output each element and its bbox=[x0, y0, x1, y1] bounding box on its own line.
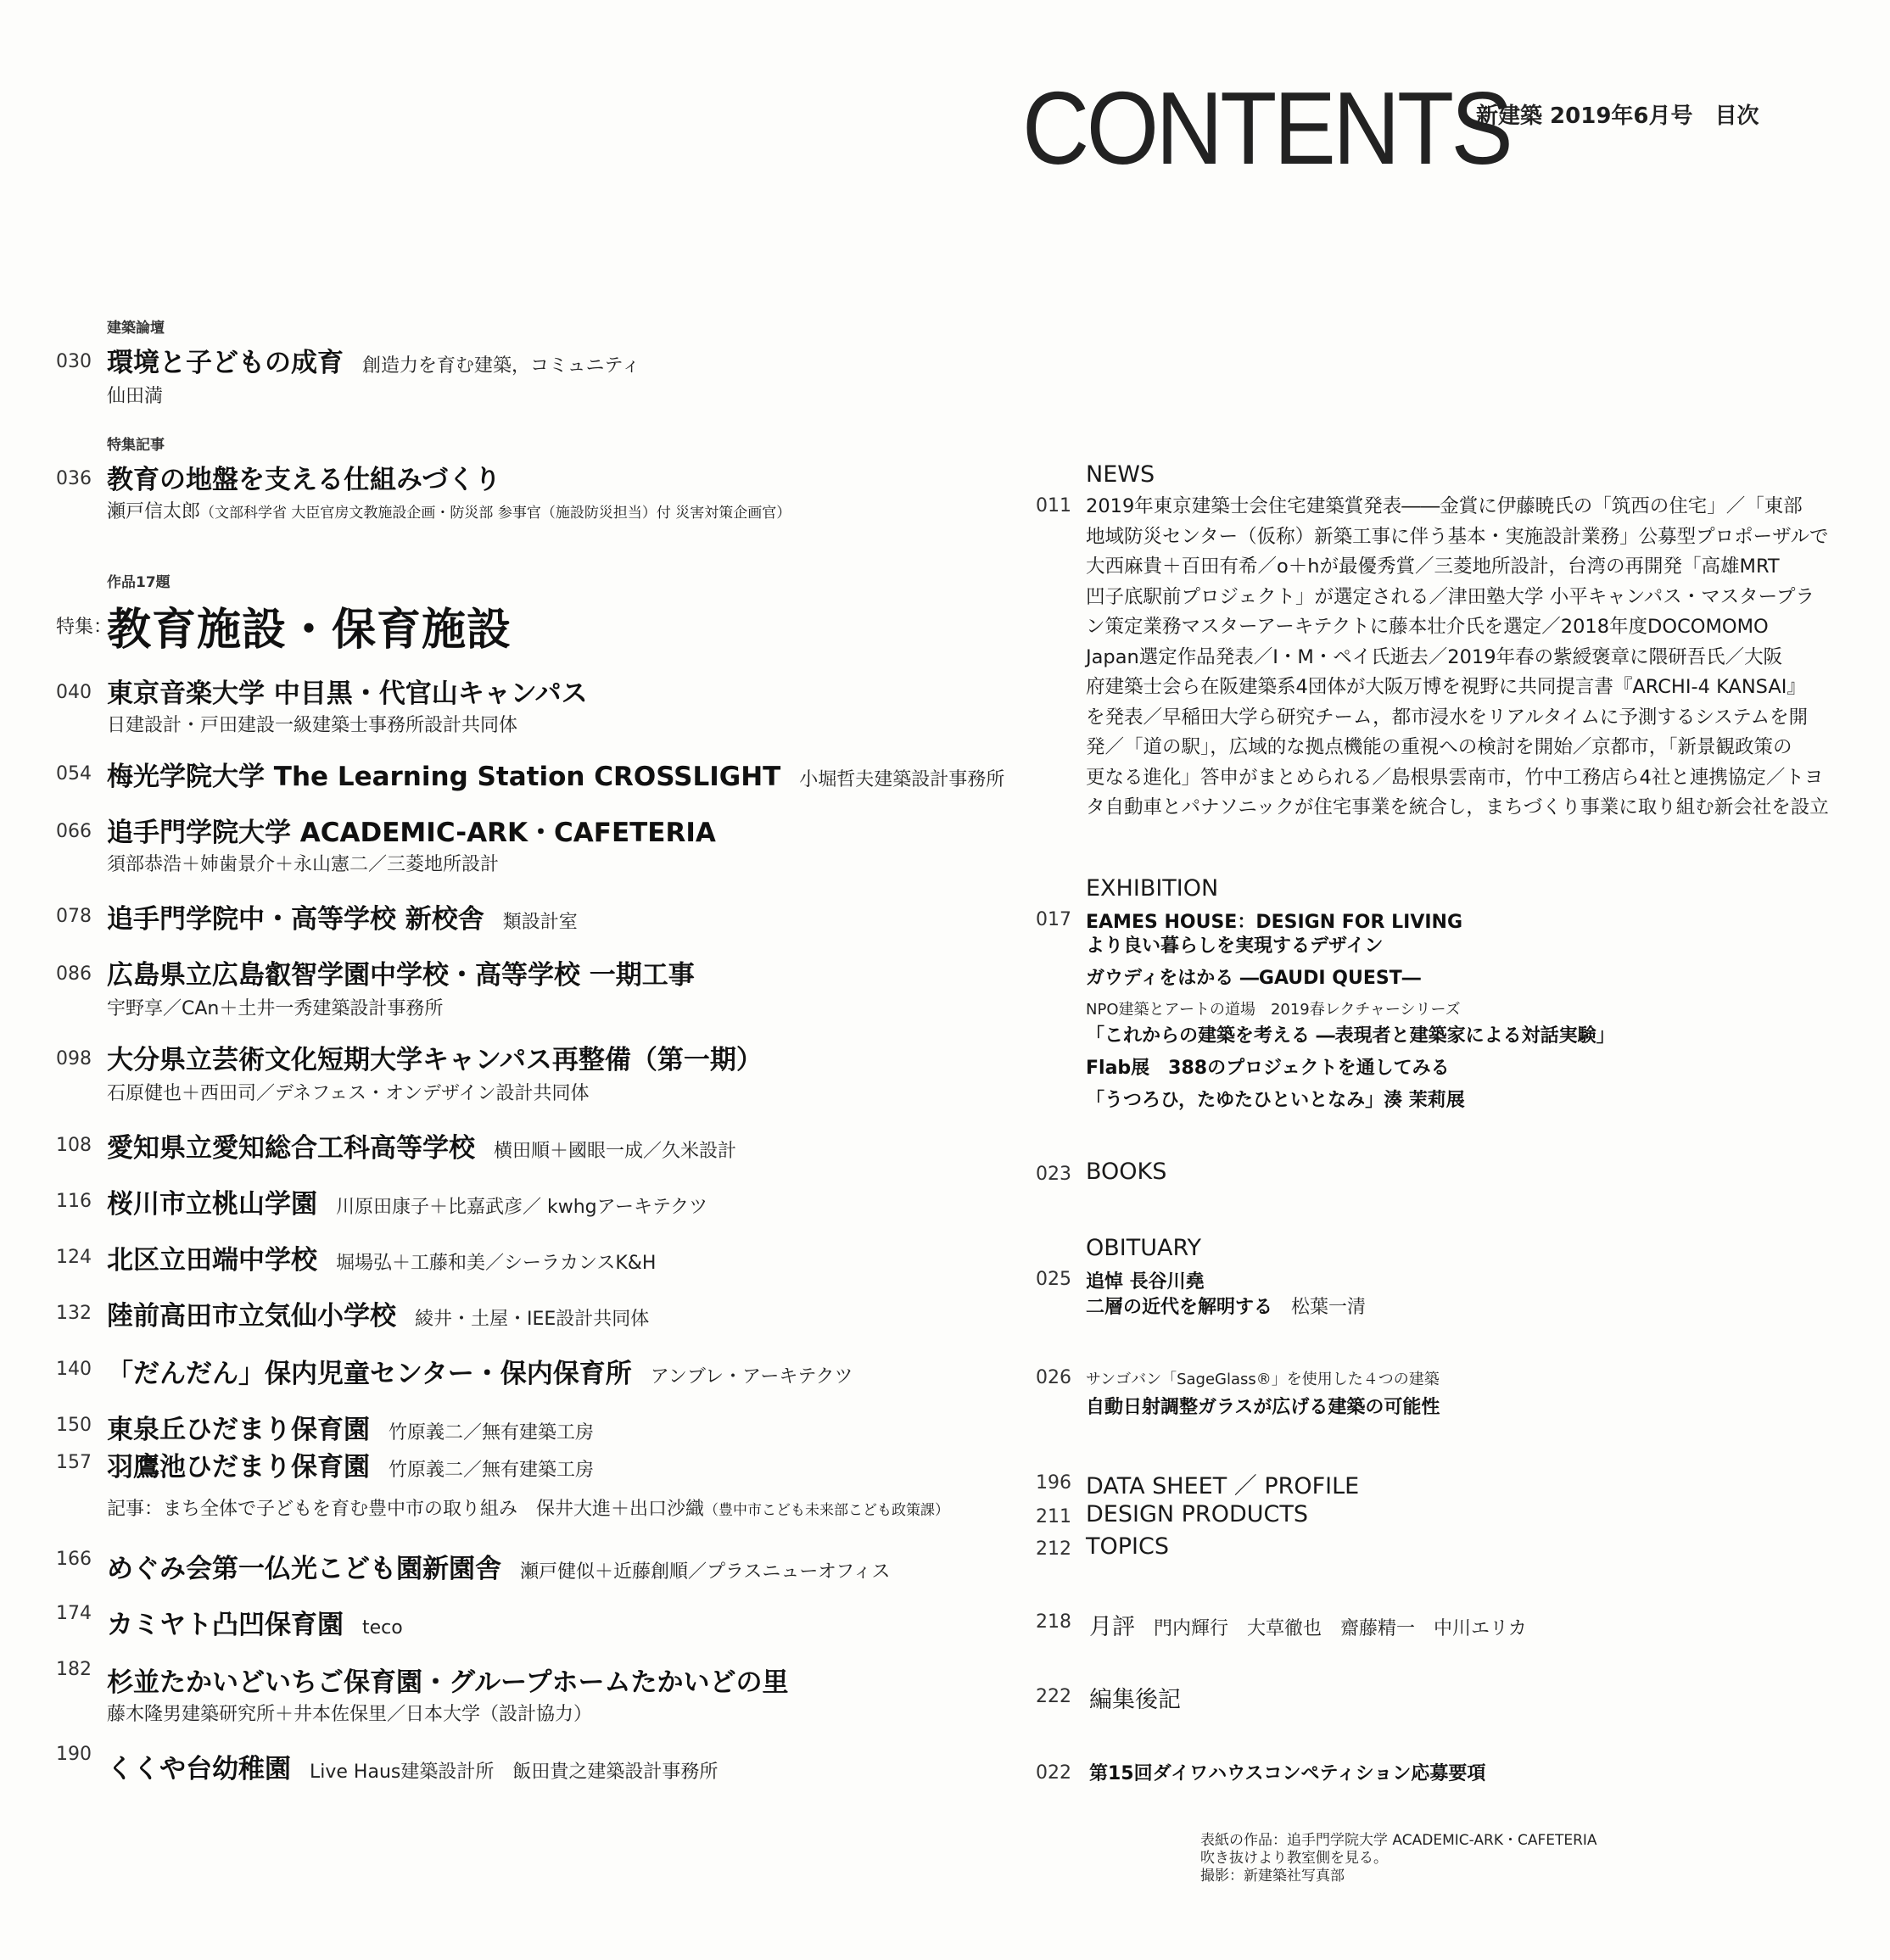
competition-page-number: 022 bbox=[1036, 1762, 1071, 1784]
work-page-number: 124 bbox=[56, 1247, 92, 1268]
work-architect: 堀場弘＋工藤和美／シーラカンスK&H bbox=[336, 1253, 657, 1274]
news-body[interactable] bbox=[1086, 492, 1829, 824]
kiji-entry[interactable] bbox=[107, 1494, 949, 1521]
work-title[interactable]: 東京音楽大学 中目黒・代官山キャンパス bbox=[107, 678, 588, 709]
work-title[interactable]: 大分県立芸術文化短期大学キャンパス再整備（第一期） bbox=[107, 1045, 763, 1075]
issue-label: 新建築 2019年6月号 目次 bbox=[1476, 103, 1759, 129]
exhibition-item[interactable]: 「これからの建築を考える ―表現者と建築家による対話実験」 bbox=[1086, 1025, 1615, 1047]
kiji-author: 保井大進＋出口沙織 bbox=[536, 1499, 705, 1520]
exhibition-page-number: 017 bbox=[1036, 909, 1071, 930]
work-page-number: 040 bbox=[56, 682, 92, 703]
work-title: 東泉丘ひだまり保育園 bbox=[107, 1415, 370, 1445]
ronbun-category: 建築論壇 bbox=[107, 320, 165, 337]
feature-category: 作品17題 bbox=[107, 574, 171, 591]
news-line: 地域防災センター（仮称）新築工事に伴う基本・実施設計業務」公募型プロポーザルで bbox=[1086, 525, 1829, 548]
work-page-number: 157 bbox=[56, 1452, 92, 1473]
news-line: 発／「道の駅」，広域的な拠点機能の重視への検討を開始／京都市，「新景観政策の bbox=[1086, 736, 1792, 758]
work-page-number: 150 bbox=[56, 1415, 92, 1436]
data-sheet-link[interactable]: DATA SHEET ／ PROFILE bbox=[1086, 1473, 1360, 1499]
work-page-number: 140 bbox=[56, 1359, 92, 1380]
page-title: CONTENTS bbox=[1022, 70, 1511, 186]
news-line: を発表／早稲田大学ら研究チーム，都市浸水をリアルタイムに予測するシステムを開 bbox=[1086, 706, 1809, 729]
work-page-number: 166 bbox=[56, 1549, 92, 1570]
topics-link[interactable]: TOPICS bbox=[1086, 1533, 1169, 1560]
work-architect: teco bbox=[362, 1617, 403, 1639]
competition-link[interactable]: 第15回ダイワハウスコンペティション応募要項 bbox=[1089, 1763, 1486, 1784]
tokushu-kiji-author: 瀬戸信太郎 bbox=[107, 501, 201, 522]
work-architect: 須部恭浩＋姉歯景介＋永山憲二／三菱地所設計 bbox=[107, 854, 500, 875]
news-line: 更なる進化」答申がまとめられる／島根県雲南市，竹中工務店ら4社と連携協定／トヨ bbox=[1086, 766, 1824, 789]
cover-caption bbox=[1200, 1832, 1597, 1885]
sageglass-page-number: 026 bbox=[1036, 1367, 1071, 1388]
tokushu-kiji-page-number: 036 bbox=[56, 468, 92, 489]
obituary-subtitle-line bbox=[1086, 1293, 1366, 1319]
work-page-number: 078 bbox=[56, 906, 92, 927]
review-page-number: 218 bbox=[1036, 1611, 1071, 1633]
news-line: 府建築士会ら在阪建築系4団体が大阪万博を視野に共同提言書『ARCHI-4 KANSAI』 bbox=[1086, 676, 1806, 698]
news-heading: NEWS bbox=[1086, 461, 1155, 488]
work-title: めぐみ会第一仏光こども園新園舎 bbox=[107, 1554, 501, 1584]
work-architect: 竹原義二／無有建築工房 bbox=[389, 1422, 595, 1443]
obituary-page-number: 025 bbox=[1036, 1269, 1071, 1290]
work-title: 北区立田端中学校 bbox=[107, 1245, 317, 1276]
work-architect: 日建設計・戸田建設一級建築士事務所設計共同体 bbox=[107, 715, 518, 736]
work-architect: Live Haus建築設計所 飯田貴之建築設計事務所 bbox=[310, 1762, 719, 1783]
design-products-link[interactable]: DESIGN PRODUCTS bbox=[1086, 1501, 1308, 1527]
work-architect: 小堀哲夫建築設計事務所 bbox=[799, 769, 1005, 790]
postscript-page-number: 222 bbox=[1036, 1686, 1071, 1707]
exhibition-item[interactable]: Flab展 388のプロジェクトを通してみる bbox=[1086, 1058, 1450, 1079]
work-architect: アンブレ・アーキテクツ bbox=[650, 1366, 853, 1388]
work-title: 梅光学院大学 The Learning Station CROSSLIGHT bbox=[107, 762, 781, 792]
work-architect: 瀬戸健似＋近藤創順／プラスニューオフィス bbox=[520, 1561, 891, 1583]
work-title: 「だんだん」保内児童センター・保内保育所 bbox=[107, 1359, 632, 1389]
obituary-heading: OBITUARY bbox=[1086, 1235, 1201, 1261]
work-page-number: 182 bbox=[56, 1659, 92, 1680]
work-entry[interactable] bbox=[107, 1352, 853, 1390]
work-title: 愛知県立愛知総合工科高等学校 bbox=[107, 1133, 475, 1164]
work-entry[interactable] bbox=[107, 1547, 890, 1585]
work-page-number: 108 bbox=[56, 1135, 92, 1156]
work-entry[interactable] bbox=[107, 1603, 403, 1641]
review-names: 門内輝行 大草徹也 齋藤精一 中川エリカ bbox=[1154, 1618, 1527, 1639]
kiji-label: 記事：まち全体で子どもを育む豊中市の取り組み bbox=[107, 1499, 518, 1520]
news-line: 凹子底駅前プロジェクト」が選定される／津田塾大学 小平キャンパス・マスタープラ bbox=[1086, 585, 1815, 608]
news-line: ン策定業務マスターアーキテクトに藤本壮介氏を選定／2018年度DOCOMOMO bbox=[1086, 616, 1769, 638]
review-entry[interactable] bbox=[1089, 1608, 1527, 1641]
exhibition-item[interactable]: ガウディをはかる ―GAUDI QUEST― bbox=[1086, 968, 1421, 989]
topics-page-number: 212 bbox=[1036, 1538, 1071, 1560]
tokushu-kiji-title[interactable]: 教育の地盤を支える仕組みづくり bbox=[107, 465, 501, 495]
work-architect: 類設計室 bbox=[502, 912, 578, 933]
work-entry[interactable] bbox=[107, 755, 1004, 793]
work-page-number: 116 bbox=[56, 1191, 92, 1212]
work-page-number: 190 bbox=[56, 1744, 92, 1765]
work-architect: 綾井・土屋・IEE設計共同体 bbox=[415, 1309, 650, 1330]
exhibition-item[interactable]: 「うつろひ，たゆたひといとなみ」湊 茉莉展 bbox=[1086, 1090, 1465, 1111]
caption-line: 撮影：新建築社写真部 bbox=[1200, 1868, 1345, 1885]
exhibition-heading: EXHIBITION bbox=[1086, 875, 1219, 902]
work-architect: 竹原義二／無有建築工房 bbox=[389, 1460, 595, 1481]
work-architect: 石原健也＋西田司／デネフェス・オンデザイン設計共同体 bbox=[107, 1083, 590, 1104]
work-entry[interactable] bbox=[107, 1126, 736, 1164]
caption-line: 吹き抜けより教室側を見る。 bbox=[1200, 1850, 1388, 1867]
ronbun-author: 仙田満 bbox=[107, 386, 164, 407]
sageglass-kicker: サンゴバン「SageGlass®」を使用した４つの建築 bbox=[1086, 1371, 1440, 1388]
ronbun-page-number: 030 bbox=[56, 351, 92, 372]
work-title[interactable]: 広島県立広島叡智学園中学校・高等学校 一期工事 bbox=[107, 960, 695, 991]
work-entry[interactable] bbox=[107, 1182, 707, 1220]
work-architect: 宇野享／CAn＋土井一秀建築設計事務所 bbox=[107, 998, 444, 1019]
feature-title: 教育施設・保育施設 bbox=[107, 605, 512, 656]
news-line: Japan選定作品発表／I・M・ペイ氏逝去／2019年春の紫綬褒章に隈研吾氏／大阪 bbox=[1086, 645, 1783, 668]
data-sheet-page-number: 196 bbox=[1036, 1472, 1071, 1494]
work-page-number: 132 bbox=[56, 1303, 92, 1324]
postscript-link[interactable]: 編集後記 bbox=[1089, 1687, 1181, 1713]
tokushu-kiji-author-role: （文部科学省 大臣官房文教施設企画・防災部 参事官（施設防災担当）付 災害対策企画官） bbox=[200, 505, 791, 522]
ronbun-entry[interactable] bbox=[107, 341, 640, 379]
work-page-number: 066 bbox=[56, 821, 92, 842]
work-architect: 横田順＋國眼一成／久米設計 bbox=[494, 1141, 737, 1162]
exhibition-item: NPO建築とアートの道場 2019春レクチャーシリーズ bbox=[1086, 1001, 1461, 1019]
work-page-number: 098 bbox=[56, 1048, 92, 1069]
work-architect: 藤木隆男建築研究所＋井本佐保里／日本大学（設計協力） bbox=[107, 1704, 593, 1725]
work-entry[interactable] bbox=[107, 1445, 594, 1483]
work-entry[interactable] bbox=[107, 897, 578, 935]
exhibition-item: より良い暮らしを実現するデザイン bbox=[1086, 935, 1384, 957]
work-title[interactable]: 追手門学院大学 ACADEMIC-ARK・CAFETERIA bbox=[107, 818, 716, 848]
work-title: 追手門学院中・高等学校 新校舎 bbox=[107, 904, 484, 935]
work-page-number: 086 bbox=[56, 963, 92, 985]
work-title: カミヤト凸凹保育園 bbox=[107, 1610, 344, 1640]
work-title[interactable]: 杉並たかいどいちご保育園・グループホームたかいどの里 bbox=[107, 1667, 789, 1698]
work-title: 羽鷹池ひだまり保育園 bbox=[107, 1452, 370, 1483]
design-products-page-number: 211 bbox=[1036, 1506, 1071, 1527]
work-page-number: 174 bbox=[56, 1603, 92, 1624]
tokushu-kiji-author-line bbox=[107, 497, 791, 523]
news-line: タ自動車とパナソニックが住宅事業を統合し，まちづくり事業に取り組む新会社を設立 bbox=[1086, 796, 1829, 818]
sageglass-title[interactable]: 自動日射調整ガラスが広げる建築の可能性 bbox=[1086, 1397, 1440, 1418]
work-title: 陸前高田市立気仙小学校 bbox=[107, 1301, 396, 1332]
work-entry[interactable] bbox=[107, 1747, 718, 1785]
review-label: 月評 bbox=[1089, 1614, 1135, 1640]
tokushu-kiji-category: 特集記事 bbox=[107, 437, 165, 454]
work-architect: 川原田康子＋比嘉武彦／ kwhgアーキテクツ bbox=[336, 1197, 708, 1218]
kiji-author-org: （豊中市こども未来部こども政策課） bbox=[704, 1502, 950, 1519]
work-entry[interactable] bbox=[107, 1408, 594, 1446]
work-entry[interactable] bbox=[107, 1238, 656, 1276]
obituary-author: 松葉一清 bbox=[1291, 1297, 1367, 1318]
work-title: くくや台幼稚園 bbox=[107, 1754, 291, 1784]
exhibition-item[interactable]: EAMES HOUSE：DESIGN FOR LIVING bbox=[1086, 912, 1462, 933]
news-line: 大西麻貴＋百田有希／o＋hが最優秀賞／三菱地所設計，台湾の再開発「高雄MRT bbox=[1086, 556, 1780, 578]
books-heading[interactable]: BOOKS bbox=[1086, 1159, 1167, 1185]
obituary-title[interactable]: 追悼 長谷川堯 bbox=[1086, 1271, 1205, 1293]
work-title: 桜川市立桃山学園 bbox=[107, 1189, 317, 1220]
ronbun-title: 環境と子どもの成育 bbox=[107, 348, 344, 378]
work-entry[interactable] bbox=[107, 1294, 649, 1332]
ronbun-subtitle: 創造力を育む建築，コミュニティ bbox=[362, 355, 640, 377]
caption-line: 表紙の作品：追手門学院大学 ACADEMIC-ARK・CAFETERIA bbox=[1200, 1832, 1597, 1849]
feature-label: 特集： bbox=[56, 617, 113, 638]
books-page-number: 023 bbox=[1036, 1164, 1071, 1185]
news-line: 2019年東京建築士会住宅建築賞発表――金賞に伊藤暁氏の「筑西の住宅」／「東部 bbox=[1086, 495, 1803, 517]
news-page-number: 011 bbox=[1036, 495, 1071, 517]
obituary-subtitle: 二層の近代を解明する bbox=[1086, 1297, 1273, 1318]
work-page-number: 054 bbox=[56, 763, 92, 785]
